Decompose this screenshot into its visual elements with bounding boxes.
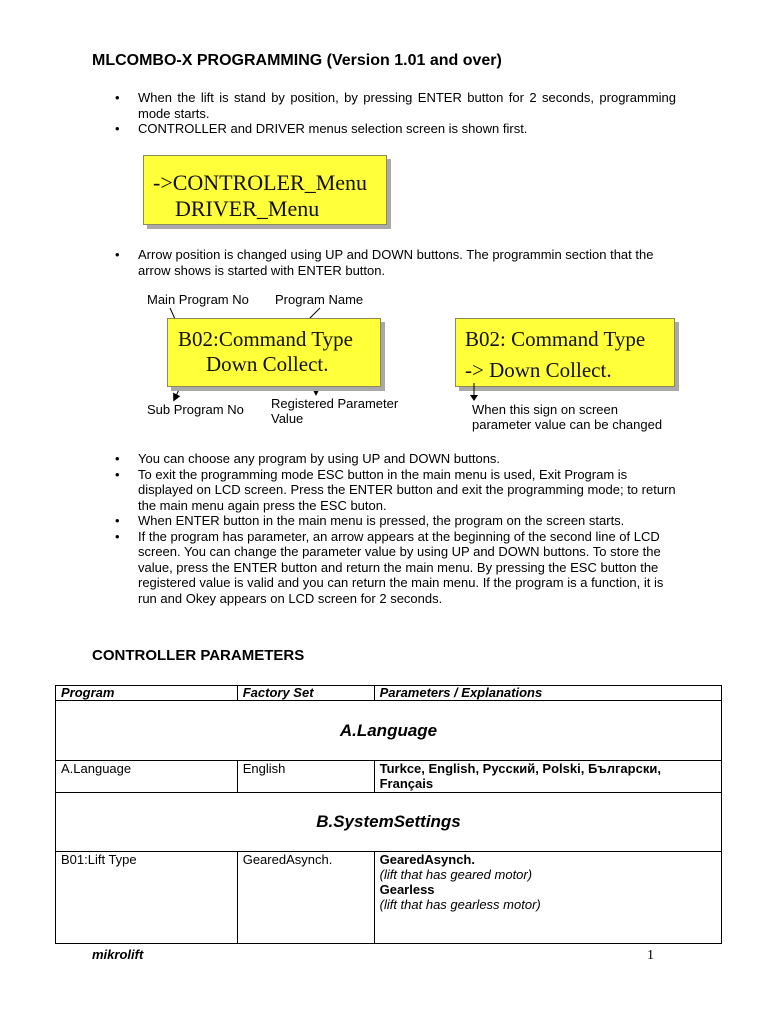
usage-bullet-list <box>138 451 678 606</box>
cell-program: A.Language <box>56 761 238 793</box>
cell-params: Turkce, English, Русский, Polski, Български, Français <box>374 761 721 793</box>
list-item: • To exit the programming mode ESC button in the main menu is used, Exit Program is displayed on LCD screen. Press the ENTER button and exit the programming mode; to return the main menu again press the ESC buton. <box>138 467 678 514</box>
arrow-bullet-list <box>138 247 678 278</box>
title-main: MLCOMBO-X PROGRAMMING <box>92 52 323 69</box>
page-title <box>92 52 502 70</box>
lcd-line-1: B02: Command Type <box>465 327 646 351</box>
list-item: • CONTROLLER and DRIVER menus selection screen is shown first. <box>138 121 676 137</box>
option-2-desc: (lift that has gearless motor) <box>379 897 541 912</box>
list-item: • If the program has parameter, an arrow appears at the beginning of the second line of LCD screen. You can change the parameter value by using UP and DOWN buttons. To store the value, press the ENTER button and return the main menu. By pressing the ESC button the registered value is valid and you can return the main menu. If the program is a function, it is run and Okey appears on LCD screen for 2 seconds. <box>138 529 678 607</box>
sign-arrow-icon <box>466 383 482 403</box>
header-factory-set: Factory Set <box>237 686 374 701</box>
list-item: • When the lift is stand by position, by pressing ENTER button for 2 seconds, programming mode starts. <box>138 90 676 121</box>
cell-factory: GearedAsynch. <box>237 852 374 944</box>
cell-factory: English <box>237 761 374 793</box>
lcd-program-screen <box>167 318 381 387</box>
table-header-row <box>56 686 722 701</box>
section-title: CONTROLLER PARAMETERS <box>92 647 305 664</box>
registered-param-label-1: Registered Parameter <box>271 396 399 411</box>
lcd-parameter-screen <box>455 318 675 387</box>
page-number: 1 <box>647 948 654 963</box>
section-b-title: B.SystemSettings <box>56 793 722 852</box>
header-parameters: Parameters / Explanations <box>374 686 721 701</box>
list-item: • You can choose any program by using UP and DOWN buttons. <box>138 451 678 467</box>
list-item: • When ENTER button in the main menu is pressed, the program on the screen starts. <box>138 513 678 529</box>
parameters-table <box>55 685 722 944</box>
lcd-line-2: -> Down Collect. <box>465 358 612 382</box>
title-version: (Version 1.01 and over) <box>326 52 502 69</box>
lcd-line-1: B02:Command Type <box>178 327 353 351</box>
option-1-desc: (lift that has geared motor) <box>379 867 533 882</box>
program-name-label: Program Name <box>275 292 364 307</box>
list-item: • Arrow position is changed using UP and DOWN buttons. The programmin section that the arrow shows is started with ENTER button. <box>138 247 678 278</box>
cell-program: B01:Lift Type <box>56 852 238 944</box>
table-row <box>56 761 722 793</box>
sub-program-no-label: Sub Program No <box>147 402 244 417</box>
table-row <box>56 852 722 944</box>
registered-param-label-2: Value <box>271 411 304 426</box>
option-1: GearedAsynch. <box>379 852 475 867</box>
table-section-row <box>56 793 722 852</box>
lcd-line-2: Down Collect. <box>206 352 329 376</box>
header-program: Program <box>56 686 238 701</box>
lcd-line-1: ->CONTROLER_Menu <box>153 170 368 195</box>
sign-note-1: When this sign on screen <box>472 402 618 417</box>
section-a-title: A.Language <box>56 701 722 761</box>
option-2: Gearless <box>379 882 435 897</box>
main-program-no-label: Main Program No <box>147 292 249 307</box>
intro-bullet-list <box>138 90 676 137</box>
sign-note-2: parameter value can be changed <box>472 417 663 432</box>
cell-params <box>374 852 721 944</box>
lcd-line-2: DRIVER_Menu <box>175 196 320 221</box>
lcd-menu-screen <box>143 155 387 225</box>
table-section-row <box>56 701 722 761</box>
footer-brand: mikrolift <box>92 947 144 962</box>
